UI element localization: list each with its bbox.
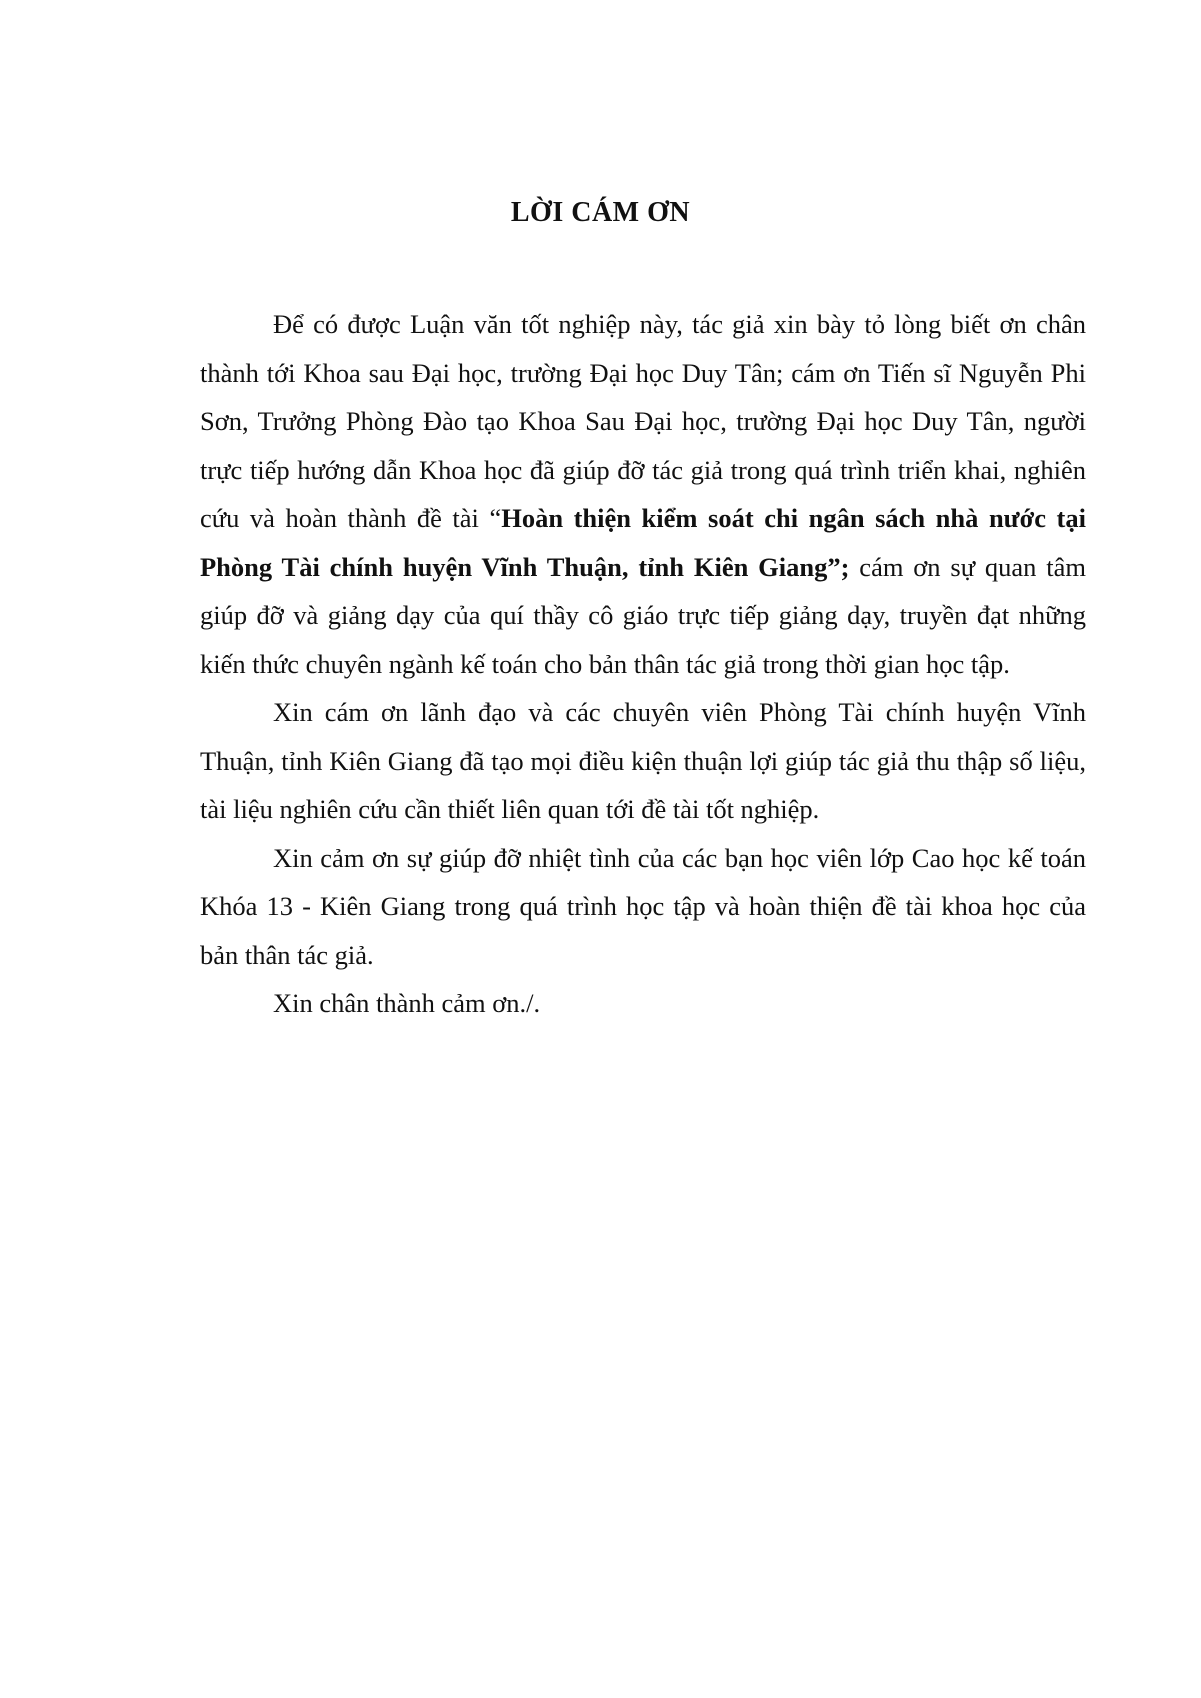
paragraph-3: Xin cảm ơn sự giúp đỡ nhiệt tình của các bạn học viên lớp Cao học kế toán Khóa 13 - Kiên Giang trong quá trình học tập và hoàn thiện đề tài khoa học của bản thân tác giả. [200,842,1086,970]
paragraph-1 [200,300,1086,688]
paragraph-2: Xin cám ơn lãnh đạo và các chuyên viên Phòng Tài chính huyện Vĩnh Thuận, tỉnh Kiên Giang đã tạo mọi điều kiện thuận lợi giúp tác giả thu thập số liệu, tài liệu nghiên cứu cần thiết liên quan tới đề tài tốt nghiệp. [200,697,1086,824]
paragraph-1-text-continued: cám ơn sự quan tâm giúp đỡ và giảng dạy của quí thầy cô giáo trực tiếp giảng dạy, truyền đạt những kiến thức chuyên ngành kế toán cho bản thân tác giả trong thời gian học tập. [200,551,1086,679]
acknowledgement-body [200,300,1086,1028]
page-title: LỜI CÁM ƠN [510,197,691,228]
paragraph-1-text: Để có được Luận văn tốt nghiệp này, tác giả xin bày tỏ lòng biết ơn chân thành tới Khoa sau Đại học, trường Đại học Duy Tân; cám ơn Tiến sĩ Nguyễn Phi Sơn, Trưởng Phòng Đào tạo Khoa Sau Đại học, trường Đại học Duy Tân, người trực tiếp hướng dẫn Khoa học đã giúp đỡ tác giả trong quá trình triển khai, nghiên cứu và hoàn thành đề tài “ [200,309,1086,533]
thesis-title-bold: Hoàn thiện kiểm soát chi ngân sách nhà nước tại Phòng Tài chính huyện Vĩnh Thuận, tỉnh Kiên Giang”; [200,503,1086,582]
paragraph-4: Xin chân thành cảm ơn./. [273,988,541,1018]
